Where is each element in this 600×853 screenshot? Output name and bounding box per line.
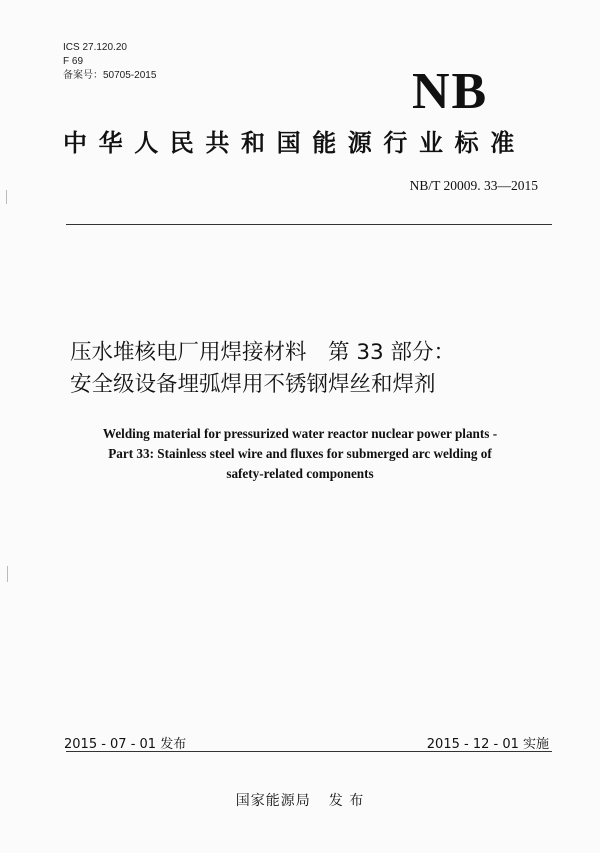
standard-type-heading: 中华人民共和国能源行业标准 [63, 129, 526, 157]
classification-block [63, 41, 156, 83]
english-title-line-2: Part 33: Stainless steel wire and fluxes for submerged arc welding of [108, 446, 492, 461]
scan-artifact-mark [6, 190, 7, 204]
scan-artifact-mark [7, 566, 8, 582]
standard-number: NB/T 20009. 33—2015 [409, 178, 538, 193]
bottom-divider [66, 751, 552, 752]
implementation-date: 2015 - 12 - 01 实施 [426, 737, 549, 752]
english-title-line-1: Welding material for pressurized water reactor nuclear power plants - [102, 426, 498, 441]
top-divider [66, 224, 552, 225]
ccs-code: F 69 [63, 56, 84, 67]
english-title-line-3: safety-related components [226, 466, 374, 481]
chinese-title-line-1: 压水堆核电厂用焊接材料 第 33 部分： [70, 340, 456, 365]
publisher-line [0, 790, 600, 810]
nb-logo: NB [412, 63, 489, 120]
record-number: 备案号：50705-2015 [63, 70, 157, 81]
publisher-name: 国家能源局 [235, 793, 311, 809]
issue-date: 2015 - 07 - 01 发布 [64, 737, 187, 752]
chinese-title-line-2: 安全级设备埋弧焊用不锈钢焊丝和焊剂 [70, 372, 436, 397]
ics-code: ICS 27.120.20 [63, 42, 127, 53]
publisher-action: 发 布 [328, 793, 365, 809]
